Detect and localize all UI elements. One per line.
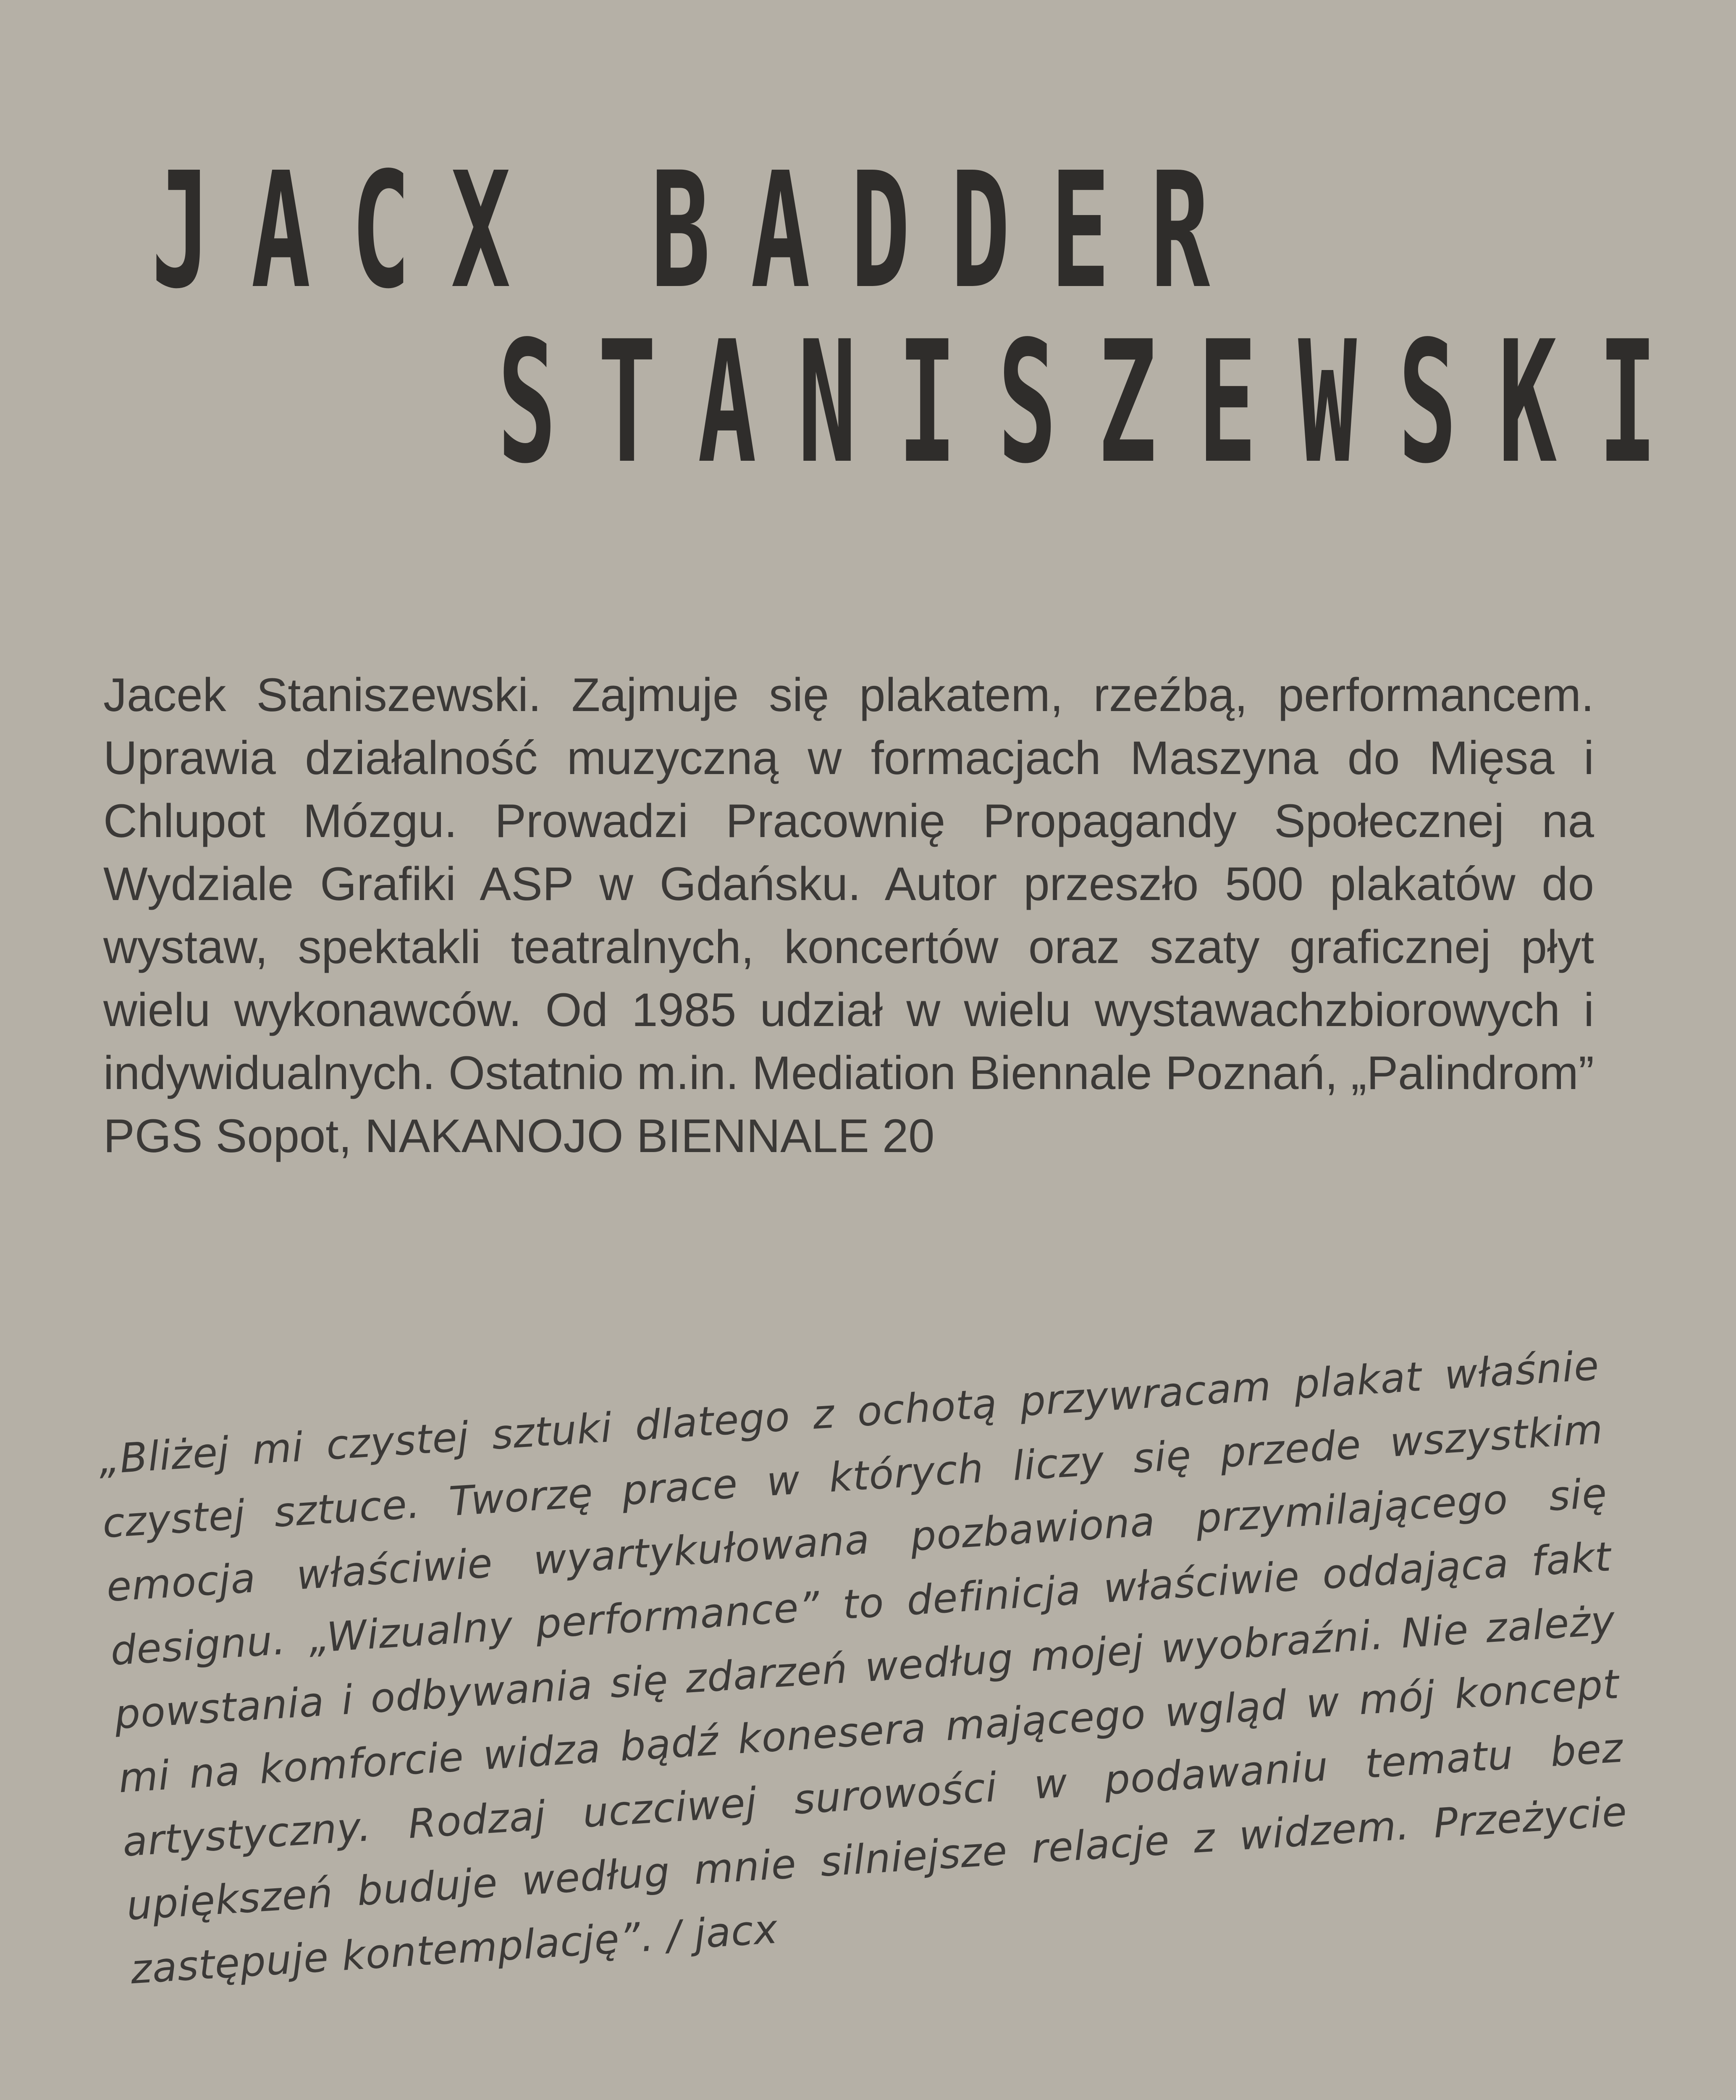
title-line-2: STANISZEWSKI: [498, 305, 1699, 501]
quote-block: [97, 1334, 1633, 2001]
quote-paragraph: „Bliżej mi czystej sztuki dlatego z ochotą przywracam plakat właśnie czystej sztuce. Tworzę prace w których liczy się przede wszystkim emocja właściwie wyartykułowana pozbawiona przymilającego się designu. „Wizualny performance” to definicja właściwie oddająca fakt powstania i odbywania się zdarzeń według mojej wyobraźni. Nie zależy mi na komforcie widza bądź konesera mającego wgląd w mój koncept artystyczny. Rodzaj uczciwej surowości w podawaniu tematu bez upiększeń buduje według mnie silniejsze relacje z widzem. Przeżycie zastępuje kontemplację”. / jacx: [97, 1342, 1629, 1993]
bio-paragraph: Jacek Staniszewski. Zajmuje się plakatem, rzeźbą, performancem. Uprawia działalność muzyczną w formacjach Maszyna do Mięsa i Chlupot Mózgu. Prowadzi Pracownię Propagandy Społecznej na Wydziale Grafiki ASP w Gdańsku. Autor przeszło 500 plakatów do wystaw, spektakli teatralnych, koncertów oraz szaty graficznej płyt wielu wykonawców. Od 1985 udział w wielu wystawachzbiorowych i indywidualnych. Ostatnio m.in. Mediation Biennale Poznań, „Palindrom” PGS Sopot, NAKANOJO BIENNALE 20: [103, 669, 1594, 1162]
title-line-1: JACX BADDER: [151, 138, 1251, 324]
